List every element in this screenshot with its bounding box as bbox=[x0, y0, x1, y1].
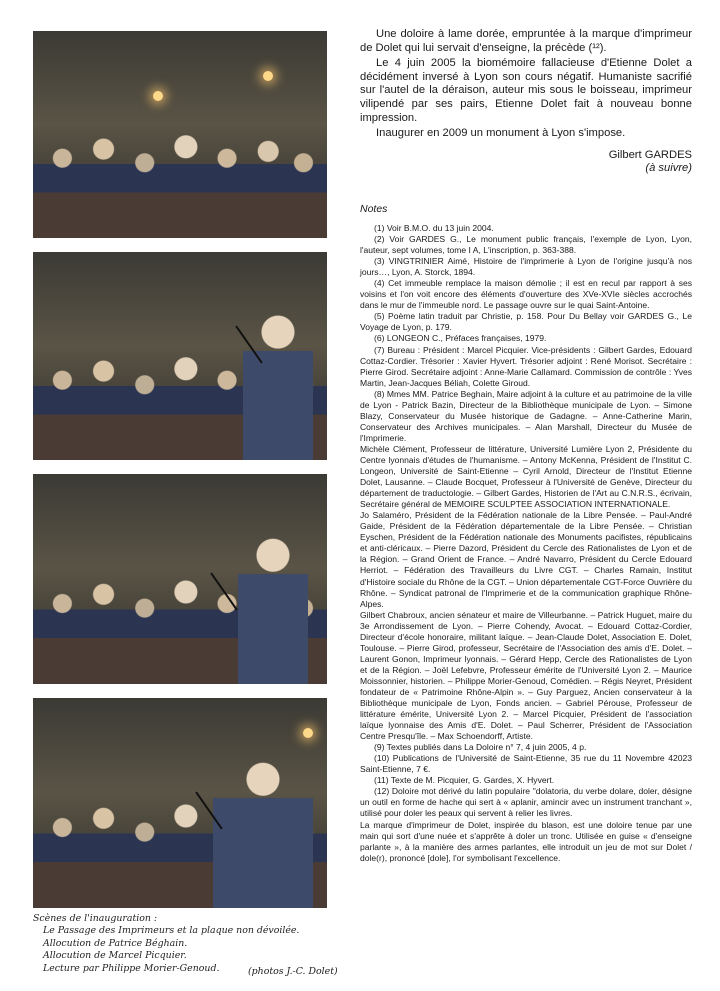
note-item: (1) Voir B.M.O. du 13 juin 2004. bbox=[374, 223, 494, 233]
note-item: (7) Bureau : Président : Marcel Picquier. Vice-présidents : Gilbert Gardes, Edouard Cottaz-Cordier. Trésorier : Xavier Hyvert. Trésorier adjoint : René Morisot. Secrétaire : Pierre Girod. Secrétaire adjoint : Anne-Marie Callamard. Commission de contrôle : Yves Martin, Jean-Jacques Béliah, Colette Giroud. bbox=[360, 344, 692, 388]
street-lamp-icon bbox=[153, 91, 163, 101]
note-item: (3) VINGTRINIER Aimé, Histoire de l'imprimerie à Lyon de l'origine jusqu'à nos jours…, Lyon, A. Storck, 1894. bbox=[360, 256, 692, 278]
note-item: (9) Textes publiés dans La Doloire n° 7, 4 juin 2005, 4 p. bbox=[374, 742, 587, 753]
note-item: (4) Cet immeuble remplace la maison démolie ; il est en recul par rapport à ses voisins et l'on voit encore des éléments d'ouverture des XVe-XVIe siècles accrochés dans le mur de l'immeuble nord. Le passage ouvre sur le quai Saint-Antoine. bbox=[360, 278, 692, 311]
speaker bbox=[238, 527, 308, 685]
caption-line: Allocution de Marcel Picquier. bbox=[43, 950, 187, 962]
caption-heading: Scènes de l'inauguration : bbox=[33, 913, 158, 924]
note-closing: La marque d'imprimeur de Dolet, inspirée du blason, est une doloire tenue par une main qui sort d'une nuée et s'apprête à doler un tronc. Utilisée en guise « d'enseigne parlante », à la manière des armes parlantes, elle introduit un jeu de mot sur Dolet / dole(r), prononcé [dole], l'or symbolisant l'excellence. bbox=[360, 819, 692, 863]
crowd bbox=[33, 124, 327, 238]
street-lamp-icon bbox=[303, 728, 313, 738]
caption-line: Le Passage des Imprimeurs et la plaque non dévoilée. bbox=[43, 925, 300, 937]
caption-line: Allocution de Patrice Béghain. bbox=[43, 937, 188, 949]
photo-allocution-beghain bbox=[33, 252, 327, 460]
paragraph: Une doloire à lame dorée, empruntée à la marque d'imprimeur de Dolet qui lui servait d'enseigne, la précède (¹²). bbox=[360, 28, 692, 54]
notes-list bbox=[360, 223, 692, 864]
notes-heading: Notes bbox=[360, 203, 388, 215]
note-body: Gilbert Chabroux, ancien sénateur et maire de Villeurbanne. – Patrick Huguet, maire du 3e Arrondissement de Lyon. – Pierre Cohendy, Avocat. – Edouard Cottaz-Cordier, Directeur d'école honoraire, militant laïque. – Jean-Claude Dolet, Association E. Dolet, Toulouse. – Pierre Girod, professeur, Secrétaire de l'Association des amis d'E. Dolet. – Laurent Gonon, Imprimeur lyonnais. – Gérard Hepp, Cercle des Rationalistes de Lyon et de la Région. – Joël Lefebvre, Professeur émérite de l'Université Lyon 2. – Maurice Moissonnier, historien. – Philippe Morier-Genoud, Comédien. – Régis Neyret, Président fondateur de « Patrimoine Rhône-Alpin ». – Guy Parguez, Ancien conservateur à la Bibliothèque municipale de Lyon, Fonds ancien. – Gabriel Pérouse, Professeur de littérature émérite, Université Lyon 2. – Marcel Picquier, Président de l'association laïque lyonnaise des Amis d'E. Dolet. – Paul Scherrer, Président de l'Association Centre Presqu'île. – Max Schoendorff, Artiste. bbox=[360, 609, 692, 742]
signature bbox=[360, 149, 692, 176]
note-item: (2) Voir GARDES G., Le monument public français, l'exemple de Lyon, Lyon, l'auteur, sept volumes, tome I A, L'inscription, p. 363-388. bbox=[360, 234, 692, 256]
note-body: Jo Salaméro, Président de la Fédération nationale de la Libre Pensée. – Paul-André Gaide, Président de la Fédération départementale de la Libre Pensée. – Christian Eyschen, Président de la Fédération nationale des Monuments pacifistes, républicains et anti-cléricaux. – Pierre Dazord, Président du Cercle des Rationalistes de Lyon et de la Région. – Grand Orient de France. – André Navarro, Président du Cercle Edouard Herriot. – Fédération des Travailleurs du Livre CGT. – Charles Ramain, Institut d'Histoire sociale du Rhône de la CGT. – Union départementale CGT-Force Ouvrière du Rhône. – Syndicat patronal de l'Imprimerie et de la communication graphique Rhône-Alpes. bbox=[360, 510, 692, 609]
caption-line: Lecture par Philippe Morier-Genoud. bbox=[43, 962, 220, 974]
photo-lecture-morier-genoud bbox=[33, 698, 327, 908]
to-be-continued: (à suivre) bbox=[645, 162, 692, 175]
note-item: (5) Poème latin traduit par Christie, p. 158. Pour Du Bellay voir GARDES G., Le Voyage de Lyon, p. 179. bbox=[360, 311, 692, 333]
note-item: (12) Doloire mot dérivé du latin populaire "dolatoria, du verbe dolare, doler, désigne un outil en forme de hache qui sert à « aplanir, amincir avec un instrument tranchant », utilisé pour doler les peaux qui servent à relier les livres. bbox=[360, 786, 692, 819]
article-conclusion bbox=[360, 28, 692, 176]
photo-allocution-picquier bbox=[33, 474, 327, 684]
reader bbox=[213, 751, 313, 909]
speaker bbox=[243, 304, 313, 460]
photo-passage-des-imprimeurs bbox=[33, 31, 327, 238]
paragraph: Inaugurer en 2009 un monument à Lyon s'impose. bbox=[376, 127, 626, 140]
note-item: (8) Mmes MM. Patrice Beghain, Maire adjoint à la culture et au patrimoine de la ville de Lyon - Patrick Bazin, Directeur de la Bibliothèque municipale de Lyon. – Simone Blazy, Conservateur du Musée historique de Gadagne. – Anne-Catherine Marin, Conservateur des Archives municipales. – Alan Marshall, Directeur du Musée de l'Imprimerie. bbox=[360, 388, 692, 443]
photo-credit: (photos J.-C. Dolet) bbox=[248, 966, 338, 977]
note-item: (10) Publications de l'Université de Saint-Etienne, 35 rue du 11 Novembre 42023 Saint-Etienne, 7 €. bbox=[360, 753, 692, 775]
author-name: Gilbert GARDES bbox=[608, 148, 692, 161]
note-item: (11) Texte de M. Picquier, G. Gardes, X. Hyvert. bbox=[374, 775, 555, 786]
note-body: Michèle Clément, Professeur de littérature, Université Lumière Lyon 2, Présidente du Centre lyonnais d'études de l'humanisme. – Antony McKenna, Président de l'Institut C. Longeon, Université de Saint-Etienne – Cyril Arnold, Directeur de l'Institut Etienne Dolet, Lausanne. – Claude Bocquet, Professeur à l'Université de Genève, Directeur du département de traductologie. – Gilbert Gardes, Historien de l'Art au C.N.R.S., écrivain, Secrétaire général de MEMOIRE SCULPTEE ASSOCIATION INTERNATIONALE. bbox=[360, 443, 692, 510]
paragraph: Le 4 juin 2005 la biomémoire fallacieuse d'Etienne Dolet a décidément inversé à Lyon son cours négatif. Humaniste sacrifié sur l'autel de la déraison, auteur mis sous le boisseau, imprimeur vilipendé par ses pairs, Etienne Dolet fait à nouveau bonne impression. bbox=[360, 57, 692, 124]
street-lamp-icon bbox=[263, 71, 273, 81]
note-item: (6) LONGEON C., Préfaces françaises, 1979. bbox=[374, 333, 547, 344]
